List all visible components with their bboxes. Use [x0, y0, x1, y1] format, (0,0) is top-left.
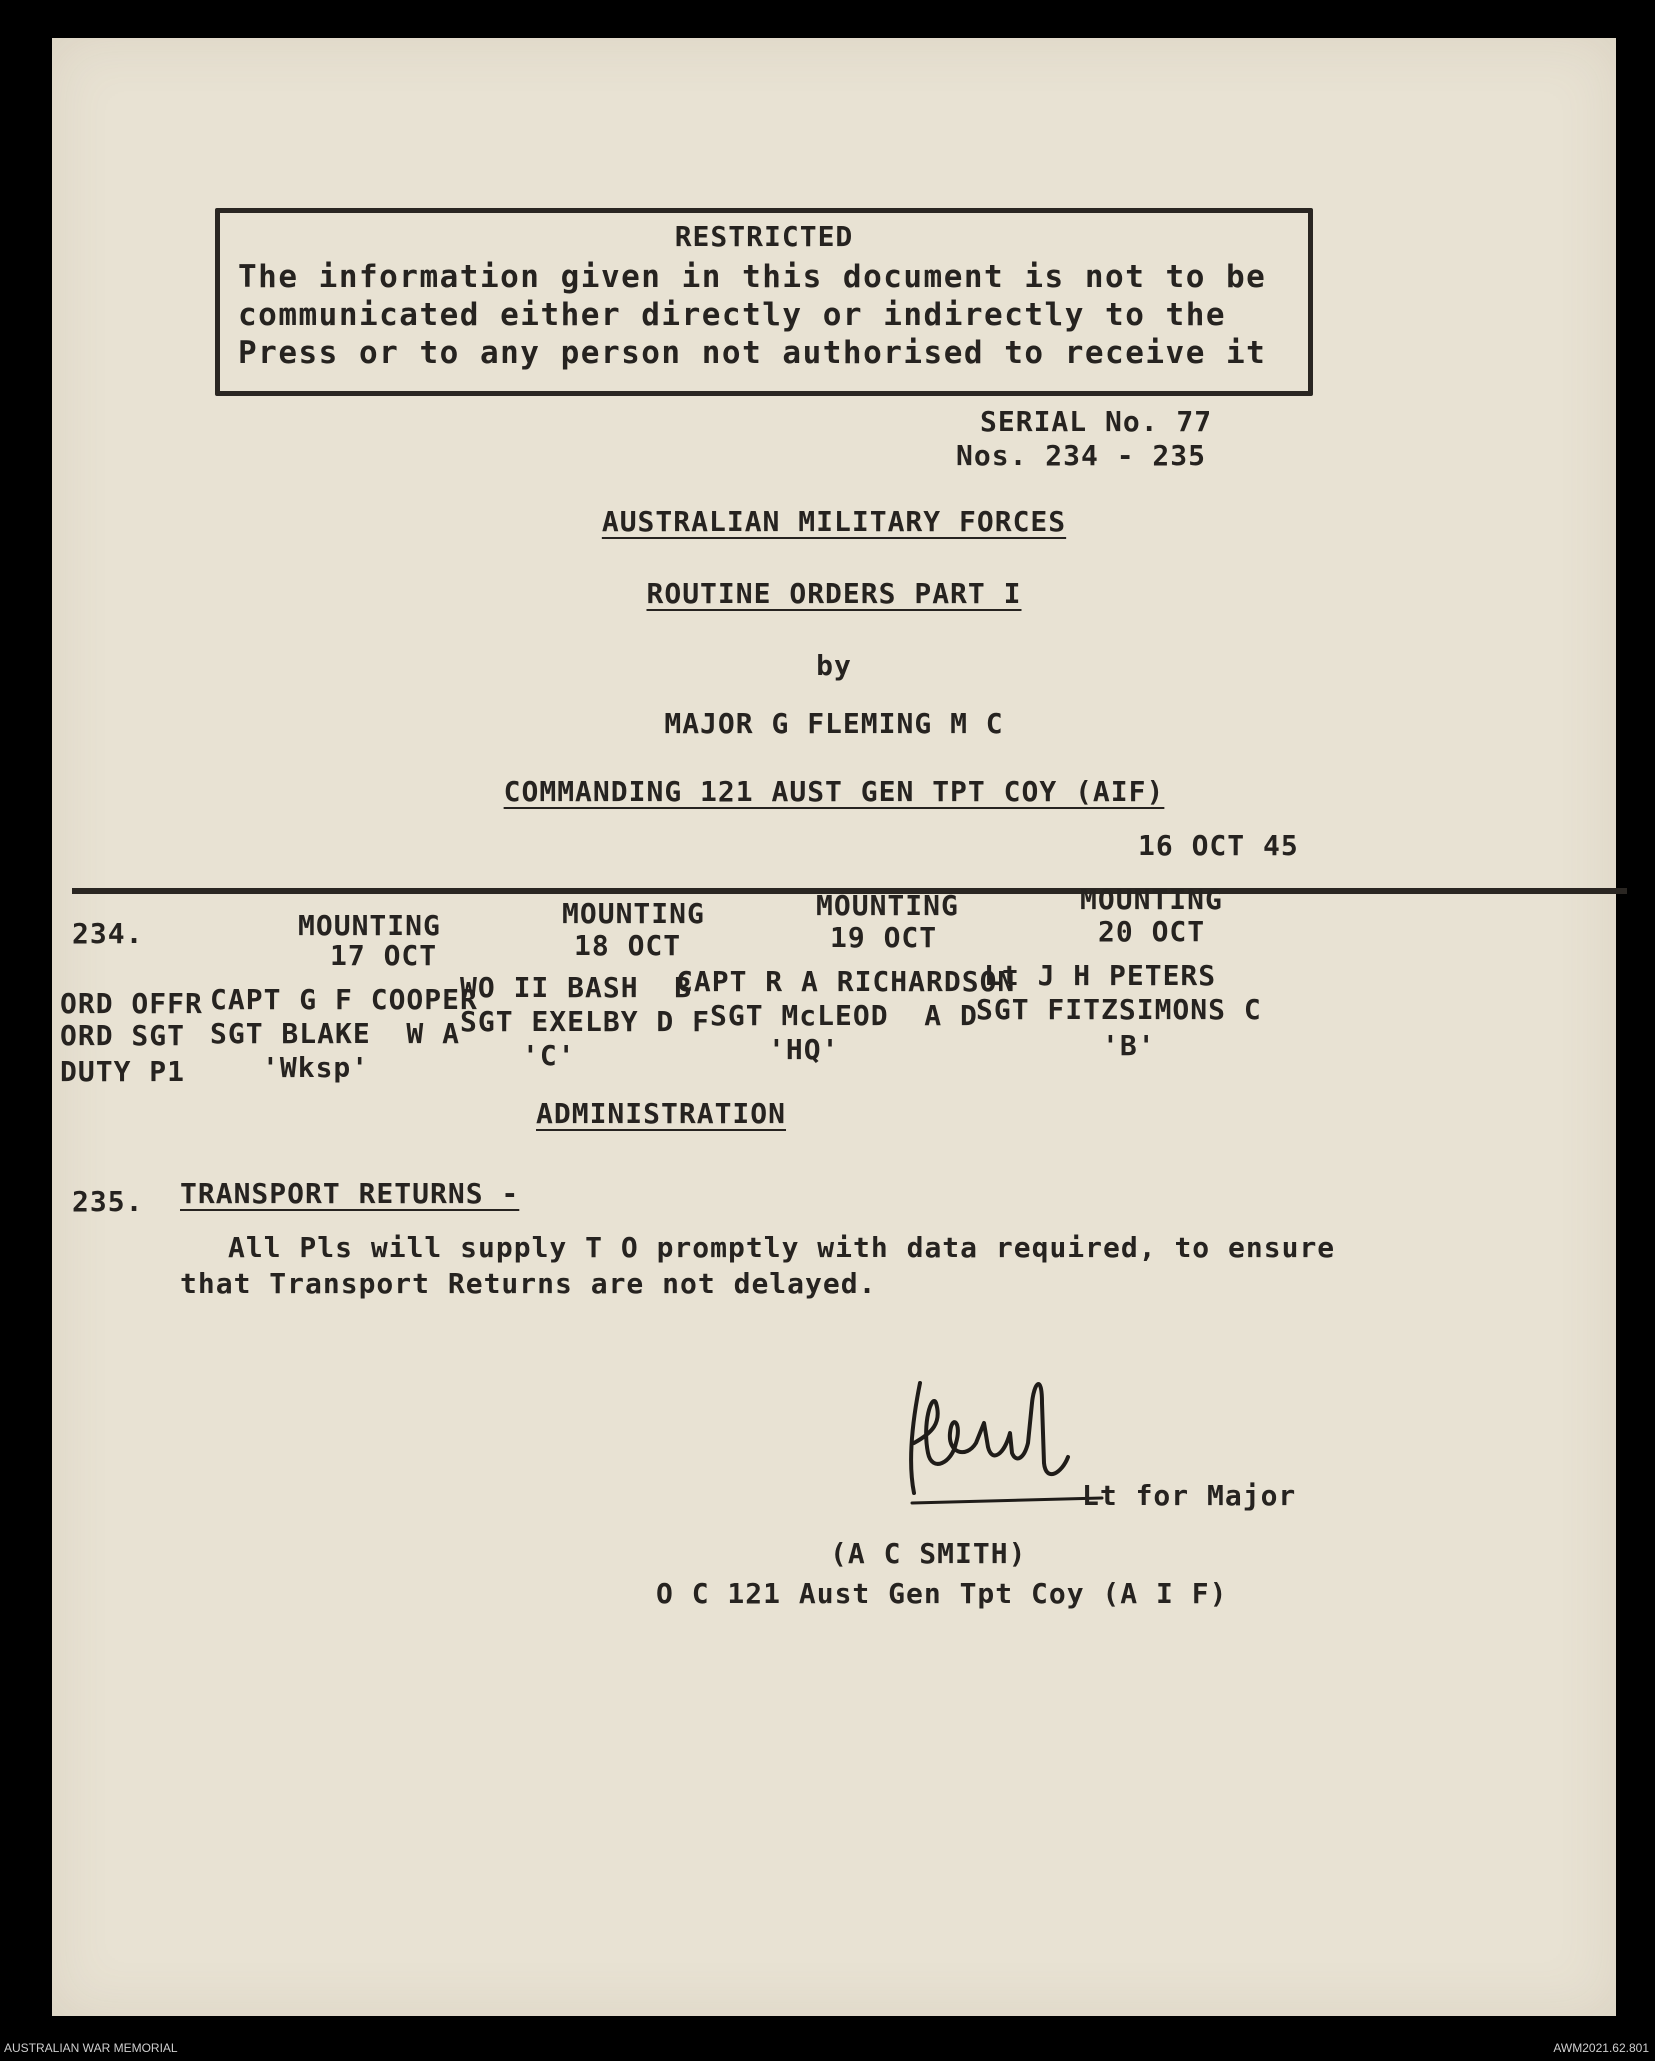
restricted-line-3: Press or to any person not authorised to receive it: [238, 335, 1267, 371]
duty-officer-17: CAPT G F COOPER: [210, 983, 478, 1016]
order-235-body-1: All Pls will supply T O promptly with data required, to ensure: [228, 1231, 1336, 1264]
footer-catalogue-number: AWM2021.62.801: [1553, 2041, 1649, 2055]
restricted-stamp: [215, 208, 1313, 396]
mounting-date: 18 OCT: [574, 929, 682, 962]
role-duty-pl: DUTY P1: [60, 1055, 186, 1088]
command-line: COMMANDING 121 AUST GEN TPT COY (AIF): [503, 775, 1165, 808]
duty-officer-18: WO II BASH B: [460, 971, 693, 1004]
serial-number: SERIAL No. 77: [980, 405, 1213, 438]
duty-pl-17: 'Wksp': [262, 1051, 370, 1084]
duty-pl-18: 'C': [522, 1039, 576, 1072]
signoff-name: (A C SMITH): [830, 1537, 1027, 1570]
org-heading: AUSTRALIAN MILITARY FORCES: [601, 505, 1067, 538]
restricted-line-2: communicated either directly or indirectly to the: [238, 297, 1227, 333]
restricted-heading: RESTRICTED: [674, 220, 854, 253]
order-date: 16 OCT 45: [1138, 829, 1299, 862]
mounting-label: MOUNTING: [1080, 883, 1223, 916]
duty-sgt-17: SGT BLAKE W A: [210, 1017, 461, 1050]
duty-sgt-19: SGT McLEOD A D: [710, 999, 978, 1032]
footer-archive-label: AUSTRALIAN WAR MEMORIAL: [4, 2041, 178, 2055]
duty-officer-19: CAPT R A RICHARDSON: [676, 965, 1016, 998]
order-235-number: 235.: [72, 1185, 144, 1218]
order-numbers: Nos. 234 - 235: [956, 439, 1207, 472]
mounting-label: MOUNTING: [298, 909, 441, 942]
role-ord-offr: ORD OFFR: [60, 987, 203, 1020]
restricted-line-1: The information given in this document is not to be: [238, 259, 1267, 295]
order-235-body-2: that Transport Returns are not delayed.: [180, 1267, 877, 1300]
order-235-title: TRANSPORT RETURNS -: [180, 1177, 520, 1210]
mounting-date: 19 OCT: [830, 921, 938, 954]
signoff-unit: O C 121 Aust Gen Tpt Coy (A I F): [656, 1577, 1228, 1610]
duty-pl-19: 'HQ': [768, 1033, 840, 1066]
role-ord-sgt: ORD SGT: [60, 1019, 186, 1052]
mounting-label: MOUNTING: [816, 889, 959, 922]
document-page: [52, 38, 1616, 2016]
duty-pl-20: 'B': [1102, 1029, 1156, 1062]
duty-sgt-20: SGT FITZSIMONS C: [976, 993, 1262, 1026]
signoff-rank: Lt for Major: [1082, 1479, 1297, 1512]
administration-heading: ADMINISTRATION: [536, 1097, 787, 1130]
orders-heading: ROUTINE ORDERS PART I: [646, 577, 1022, 610]
order-234-number: 234.: [72, 917, 144, 950]
mounting-date: 17 OCT: [330, 939, 438, 972]
signature: [892, 1363, 1112, 1513]
mounting-label: MOUNTING: [562, 897, 705, 930]
officer-line: MAJOR G FLEMING M C: [664, 707, 1004, 740]
mounting-date: 20 OCT: [1098, 915, 1206, 948]
by-line: by: [816, 649, 852, 682]
duty-officer-20: Lt J H PETERS: [984, 959, 1217, 992]
duty-sgt-18: SGT EXELBY D F: [460, 1005, 711, 1038]
